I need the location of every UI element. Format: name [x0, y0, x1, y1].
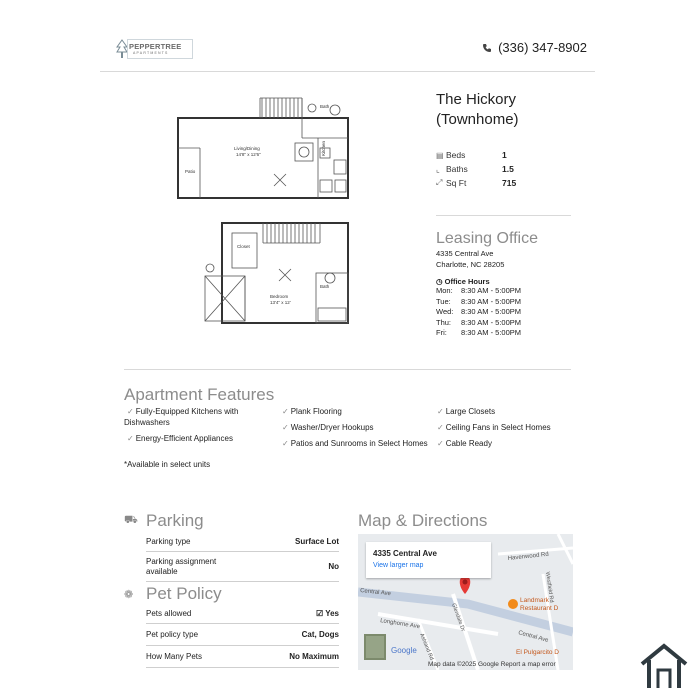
phone-number: (336) 347-8902 [498, 40, 587, 55]
pet-row [146, 624, 339, 646]
clock-icon: ◷ [436, 277, 445, 286]
unit-title-line2: (Townhome) [436, 111, 519, 128]
bath-icon: ⌞ [436, 164, 440, 174]
closet-label: Closet [237, 244, 250, 249]
street-ashland: Ashland Rd [418, 632, 435, 662]
parking-assignment-value: No [328, 562, 339, 571]
pet-row [146, 604, 339, 624]
check-icon: ✓ [282, 407, 289, 416]
hours-row [436, 328, 586, 339]
living-room-label: Living/Dining [234, 146, 260, 151]
hours-time: 8:30 AM - 5:00PM [461, 328, 522, 337]
hours-row [436, 297, 586, 308]
feature-text: Large Closets [445, 407, 496, 416]
parking-section [124, 511, 339, 668]
spec-value: 1 [502, 150, 507, 160]
check-icon: ✓ [127, 434, 134, 443]
check-icon: ✓ [437, 439, 444, 448]
place-landmark-2: Restaurant D [520, 605, 559, 612]
unit-info [436, 90, 586, 190]
street-glendale: Glendale Dr [450, 602, 466, 633]
features-note: *Available in select units [124, 460, 211, 469]
feature-item [279, 438, 434, 449]
map-section [358, 511, 578, 670]
car-icon: ⛟ [124, 514, 138, 526]
features-columns [124, 406, 574, 454]
hours-day: Wed: [436, 307, 454, 316]
bed-icon: ▤ [436, 150, 444, 160]
brand-name: PEPPERTREE [129, 42, 182, 51]
spec-value: 1.5 [502, 164, 514, 174]
spec-value: 715 [502, 178, 517, 188]
feature-text: Washer/Dryer Hookups [290, 423, 374, 432]
pet-policy-type-label: Pet policy type [146, 630, 199, 639]
street-westfield: Westfield Rd [544, 571, 555, 604]
bath-lower-label: Bath [320, 284, 330, 289]
brand-logo[interactable] [115, 36, 195, 62]
office-hours-label: Office Hours [444, 277, 490, 286]
check-icon: ✓ [437, 407, 444, 416]
spec-baths [436, 162, 586, 176]
check-icon: ✓ [282, 423, 289, 432]
hours-time: 8:30 AM - 5:00PM [461, 317, 522, 327]
map-embed[interactable] [358, 534, 573, 670]
hours-time: 8:30 AM - 5:00PM [461, 286, 522, 295]
pet-policy-type-value: Cat, Dogs [301, 630, 339, 639]
hours-row [436, 307, 586, 318]
parking-type-value: Surface Lot [294, 536, 339, 546]
pet-heading [124, 584, 339, 604]
feature-text: Energy-Efficient Appliances [135, 434, 233, 443]
unit-specs [436, 148, 586, 190]
office-hours-title [436, 277, 586, 286]
office-title: Leasing Office [436, 230, 538, 247]
view-larger-map-link[interactable]: View larger map [373, 562, 424, 569]
feature-item [124, 406, 279, 428]
kitchen-label: Kitchen [321, 140, 326, 156]
spec-label: Beds [446, 150, 466, 160]
parking-type-label: Parking type [146, 536, 191, 546]
pet-row [146, 646, 339, 668]
phone-icon [482, 43, 492, 53]
feature-text: Fully-Equipped Kitchens with Dishwashers [124, 407, 239, 427]
office-address-line2: Charlotte, NC 28205 [436, 260, 505, 269]
hours-day: Fri: [436, 328, 447, 337]
feature-item [279, 406, 434, 417]
hours-day: Mon: [436, 286, 453, 295]
check-icon: ✓ [437, 423, 444, 432]
bath-upper-label: Bath [320, 104, 330, 109]
paw-icon: ❁ [124, 588, 134, 601]
feature-item [434, 438, 559, 449]
spec-label: Baths [446, 164, 468, 174]
place-landmark: Landmark [520, 597, 549, 604]
hours-row [436, 318, 586, 329]
feature-item [434, 406, 559, 417]
map-info-card [366, 542, 491, 578]
check-icon: ✓ [127, 407, 134, 416]
bedroom-dim: 13'4" x 12' [270, 300, 291, 305]
pet-title: Pet Policy [146, 584, 222, 603]
map-card-address: 4335 Central Ave [373, 549, 437, 558]
unit-title-line1: The Hickory [436, 91, 517, 108]
parking-title: Parking [146, 511, 204, 530]
street-havenwood: Havenwood Rd [507, 551, 550, 562]
brand-tagline: APARTMENTS [133, 51, 169, 55]
map-attribution[interactable]: Map data ©2025 Google Report a map error [428, 661, 556, 668]
spec-beds [436, 148, 586, 162]
feature-item [279, 422, 434, 433]
floor-plan [170, 88, 380, 346]
bedroom-label: Bedroom [270, 294, 289, 299]
hours-day: Thu: [436, 317, 452, 327]
street-longhorne: Longhorne Ave [379, 618, 421, 631]
google-logo: Google [391, 646, 417, 655]
features-col-3 [434, 406, 559, 454]
apartment-features [124, 385, 574, 469]
how-many-pets-value: No Maximum [289, 652, 339, 661]
home-icon[interactable] [638, 640, 690, 692]
feature-item [434, 422, 559, 433]
feature-text: Ceiling Fans in Select Homes [445, 423, 551, 432]
feature-text: Cable Ready [445, 439, 492, 448]
hours-time: 8:30 AM - 5:00PM [461, 307, 522, 316]
map-title: Map & Directions [358, 511, 488, 530]
office-address-line1: 4335 Central Ave [436, 249, 494, 258]
divider [436, 215, 571, 216]
spec-label: Sq Ft [446, 178, 467, 188]
hours-day: Tue: [436, 296, 451, 306]
leasing-office [436, 230, 586, 339]
features-col-1 [124, 406, 279, 454]
pets-allowed-value [316, 609, 339, 618]
spec-sqft [436, 176, 586, 190]
street-central-ave-1: Central Ave [359, 588, 392, 598]
check-circle-icon: ☑ [315, 609, 326, 618]
feature-text: Patios and Sunrooms in Select Homes [290, 439, 428, 448]
divider [124, 369, 571, 370]
street-central-ave-2: Central Ave [517, 630, 549, 644]
features-title: Apartment Features [124, 385, 275, 404]
parking-row [146, 552, 339, 582]
feature-item [124, 433, 279, 444]
parking-assignment-label: Parking assignment available [146, 556, 217, 576]
parking-row [146, 531, 339, 552]
check-icon: ✓ [282, 439, 289, 448]
patio-label: Patio [185, 169, 196, 174]
area-icon: ⤢ [436, 178, 443, 187]
living-room-dim: 14'8" x 12'6" [236, 152, 261, 157]
phone-link[interactable] [482, 40, 587, 55]
hours-time: 8:30 AM - 5:00PM [461, 296, 522, 306]
features-col-2 [279, 406, 434, 454]
feature-text: Plank Flooring [290, 407, 342, 416]
page-header [100, 30, 595, 72]
parking-heading [124, 511, 339, 531]
pets-allowed-text: Yes [325, 609, 339, 618]
place-el-pulgarcito: El Pulgarcito D [516, 649, 559, 656]
pets-allowed-label: Pets allowed [146, 609, 192, 618]
how-many-pets-label: How Many Pets [146, 652, 203, 661]
hours-row [436, 286, 586, 297]
